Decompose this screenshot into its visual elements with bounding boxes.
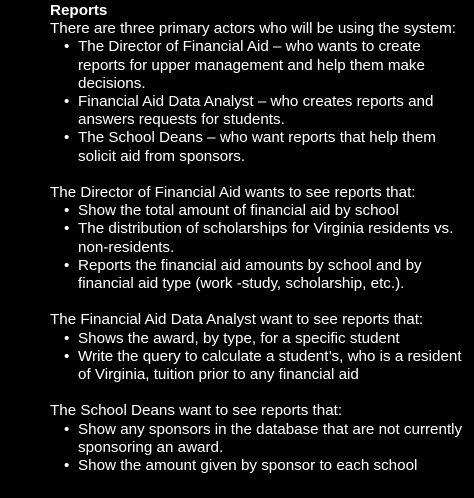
list-item: • Write the query to calculate a student’s, who is a resident of Virginia, tuition prior to any financial aid [50,348,470,384]
section-heading: The School Deans want to see reports that: [50,402,343,420]
list-item: • The distribution of scholarships for Virginia residents vs. non-residents. [50,220,470,256]
actors-list [50,38,470,165]
director-section [50,184,470,293]
list-item: • Show the total amount of financial aid by school [50,202,470,220]
list-item: • Show any sponsors in the database that are not currently sponsoring an award. [50,421,470,457]
list-item: • The School Deans – who want reports that help them solicit aid from sponsors. [50,129,470,165]
list-item: • Reports the financial aid amounts by school and by financial aid type (work -study, scholarship, etc.). [50,257,470,293]
deans-report-list [50,421,470,476]
intro-paragraph: There are three primary actors who will be using the system: [50,20,457,38]
analyst-report-list [50,330,470,385]
list-item: • The Director of Financial Aid – who wants to create reports for upper management and help them make decisions. [50,38,470,93]
section-heading: The Financial Aid Data Analyst want to see reports that: [50,311,424,329]
deans-section [50,402,470,475]
list-item: • Shows the award, by type, for a specific student [50,330,470,348]
analyst-section [50,311,470,384]
director-report-list [50,202,470,293]
section-heading: The Director of Financial Aid wants to see reports that: [50,184,416,202]
list-item: • Financial Aid Data Analyst – who creates reports and answers requests for students. [50,93,470,129]
document-title: Reports [50,2,108,19]
list-item: • Show the amount given by sponsor to each school [50,457,470,475]
document-body [50,2,470,475]
